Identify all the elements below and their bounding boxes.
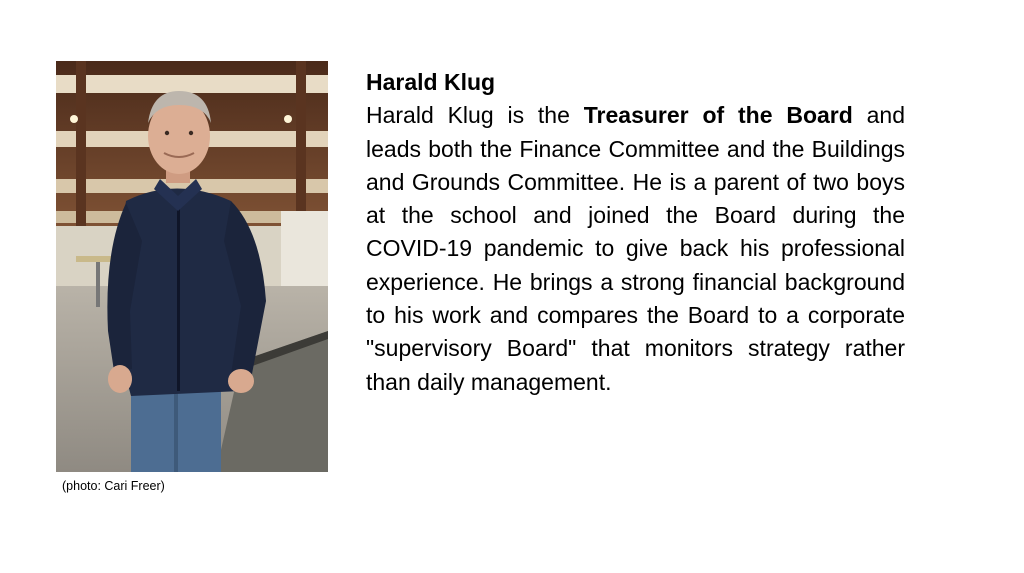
bio-block <box>366 66 905 399</box>
bio-text-intro: Harald Klug is the <box>366 102 584 129</box>
bio-paragraph <box>366 99 905 399</box>
person-name: Harald Klug <box>366 69 496 95</box>
photo-caption: (photo: Cari Freer) <box>62 479 165 493</box>
portrait-illustration <box>56 61 328 472</box>
bio-role: Treasurer of the Board <box>583 102 853 129</box>
profile-photo <box>56 61 328 472</box>
bio-text-body: and leads both the Finance Committee and the Buildings and Grounds Committee. He is a parent of two boys at the school and joined the Board during the COVID-19 pandemic to give back his professional experience. He brings a strong financial background to his work and compares the Board to a corporate "supervisory Board" that monitors strategy rather than daily management. <box>366 102 905 395</box>
